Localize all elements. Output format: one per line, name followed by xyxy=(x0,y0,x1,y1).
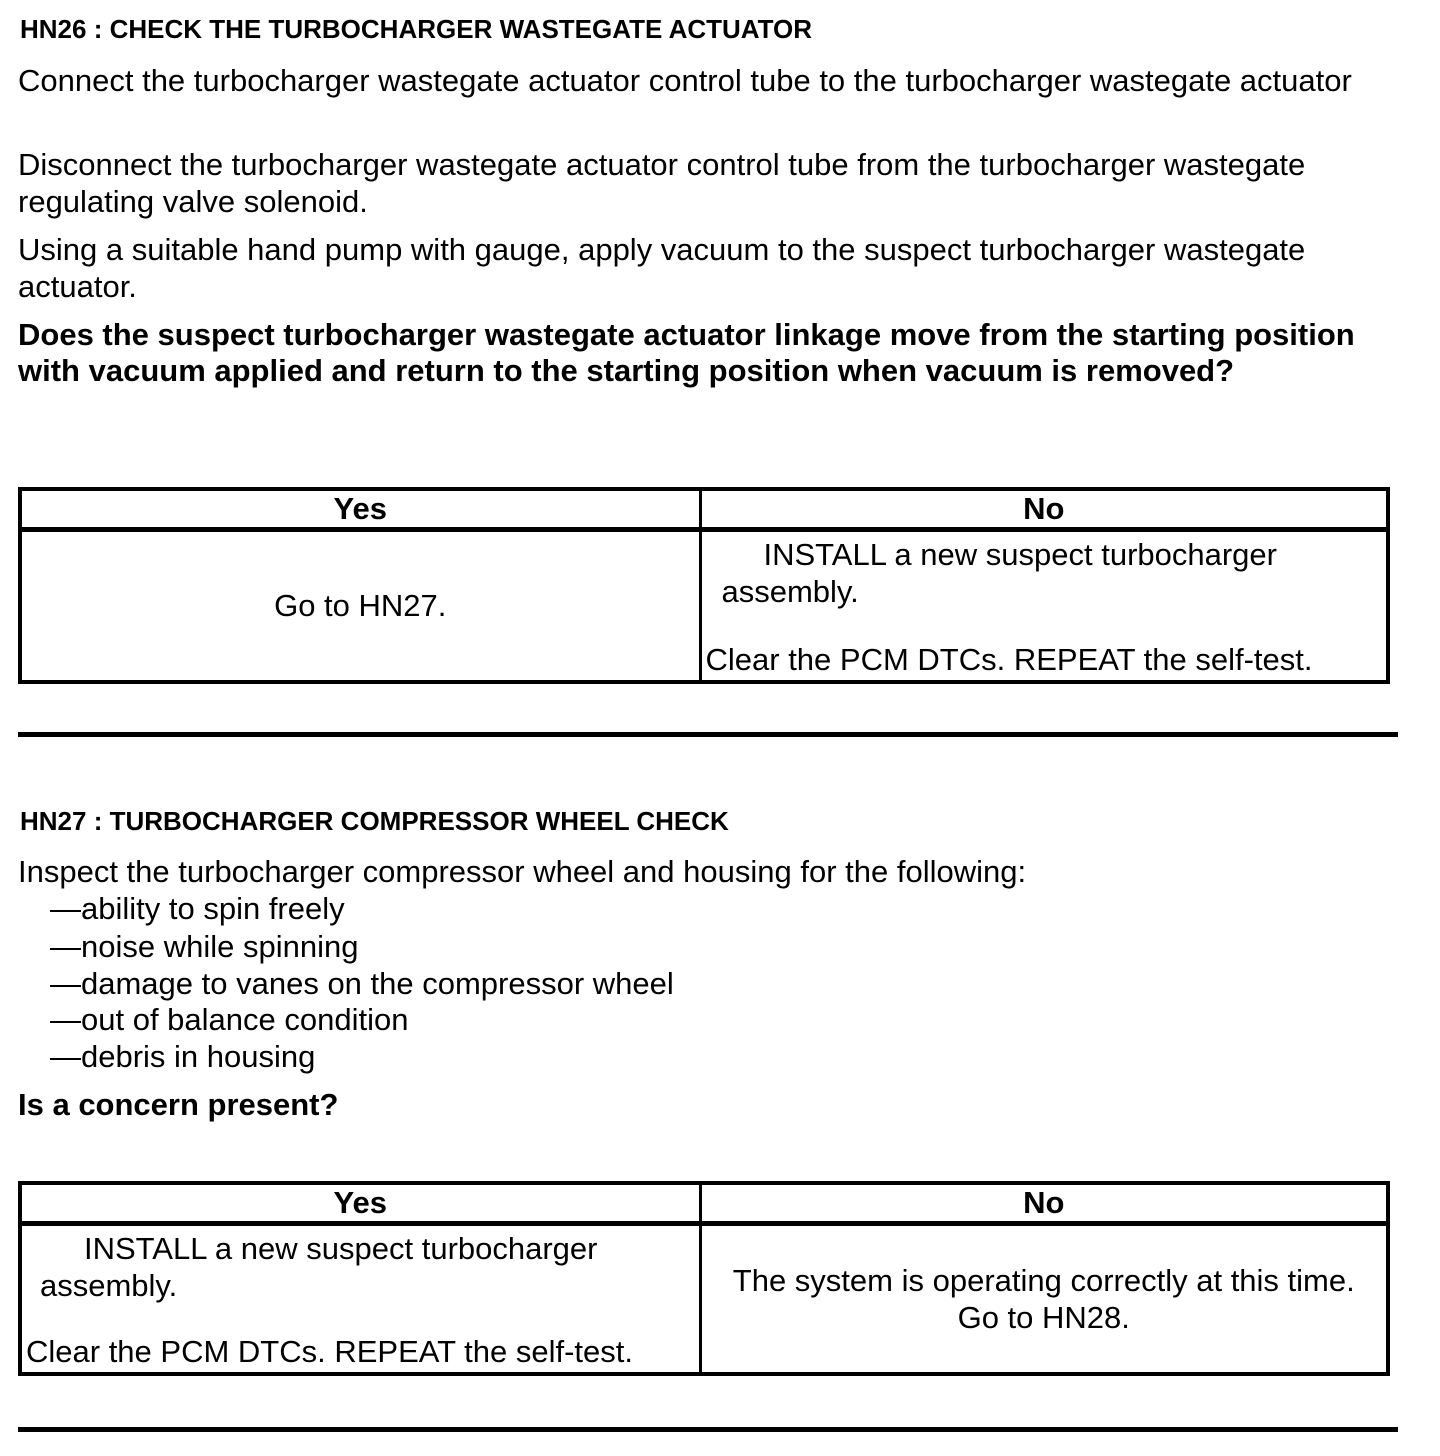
question-hn27: Is a concern present? xyxy=(18,1087,339,1122)
assembly-line: assembly. xyxy=(721,574,859,609)
yes-cell xyxy=(20,1224,700,1374)
clear-dtcs-line: Clear the PCM DTCs. REPEAT the self-test. xyxy=(26,1333,633,1369)
goto-hn28-link[interactable]: Go to HN28. xyxy=(957,1299,1130,1335)
section-divider xyxy=(18,1427,1398,1432)
goto-hn27-link[interactable]: Go to HN27. xyxy=(274,587,447,623)
section-heading-hn26: HN26 : CHECK THE TURBOCHARGER WASTEGATE ACTUATOR xyxy=(20,14,813,44)
yes-header: Yes xyxy=(20,1183,700,1224)
clear-dtcs-line: Clear the PCM DTCs. REPEAT the self-test. xyxy=(705,641,1313,677)
no-header: No xyxy=(700,1183,1388,1224)
check-item: —damage to vanes on the compressor wheel xyxy=(50,966,674,1001)
inspect-intro: Inspect the turbocharger compressor wheel and housing for the following: xyxy=(18,854,1027,889)
system-ok-line: The system is operating correctly at this time. xyxy=(732,1262,1355,1298)
section-divider xyxy=(18,732,1398,737)
section-heading-hn27: HN27 : TURBOCHARGER COMPRESSOR WHEEL CHECK xyxy=(20,806,729,836)
check-item: —debris in housing xyxy=(50,1039,316,1074)
check-item: —noise while spinning xyxy=(50,929,359,964)
question-hn26: Does the suspect turbocharger wastegate actuator linkage move from the starting position with vacuum applied and return to the starting position when vacuum is removed? xyxy=(18,317,1355,388)
yes-no-table-hn27 xyxy=(18,1181,1390,1376)
yes-header: Yes xyxy=(20,489,700,530)
step-connect-tube: Connect the turbocharger wastegate actuator control tube to the turbocharger wastegate actuator xyxy=(18,63,1352,98)
check-item: —out of balance condition xyxy=(50,1002,409,1037)
install-line: INSTALL a new suspect turbocharger xyxy=(763,537,1277,572)
assembly-line: assembly. xyxy=(40,1268,178,1303)
step-disconnect-tube: Disconnect the turbocharger wastegate actuator control tube from the turbocharger wastegate regulating valve solenoid. xyxy=(18,147,1306,219)
step-apply-vacuum: Using a suitable hand pump with gauge, apply vacuum to the suspect turbocharger wastegate actuator. xyxy=(18,232,1306,304)
no-header: No xyxy=(700,489,1388,530)
install-line: INSTALL a new suspect turbocharger xyxy=(84,1231,598,1266)
yes-no-table-hn26 xyxy=(18,487,1390,684)
no-cell xyxy=(700,530,1388,682)
check-item: —ability to spin freely xyxy=(50,891,345,926)
yes-cell xyxy=(20,530,700,682)
no-cell xyxy=(700,1224,1388,1374)
